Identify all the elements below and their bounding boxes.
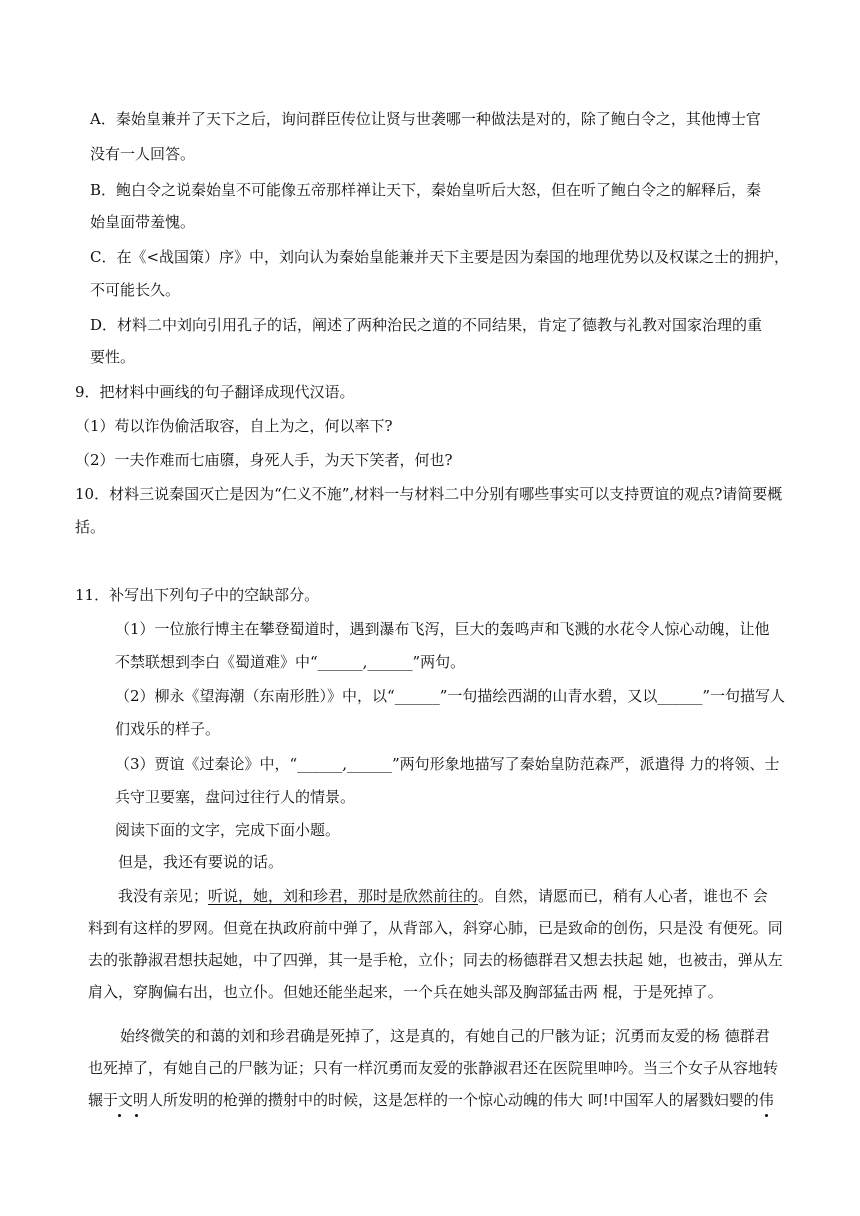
underlined-sentence: 听说，她，刘和珍君，那时是欣然前往的 (208, 887, 479, 905)
option-c-line2: 不可能长久。 (90, 281, 181, 299)
option-d-line1: D．材料二中刘向引用孔子的话，阐述了两种治民之道的不同结果，肯定了德教与礼教对国家治理的重 (90, 316, 763, 334)
option-d-line2: 要性。 (90, 348, 136, 366)
passage-para-1-line1 (118, 886, 768, 906)
option-a-line2: 没有一人回答。 (90, 145, 196, 163)
q9-stem: 9．把材料中画线的句子翻译成现代汉语。 (75, 383, 355, 401)
passage-para-1-line2: 料到有这样的罗网。但竟在执政府前中弹了，从背部入，斜穿心肺，已是致命的创伤，只是没 有便死。同 (88, 919, 783, 937)
option-b-line1: B．鲍白令之说秦始皇不可能像五帝那样禅让天下，秦始皇听后大怒，但在听了鲍白令之的解释后，秦 (90, 181, 762, 199)
q11-item3-line2: 兵守卫要塞，盘问过往行人的情景。 (115, 788, 356, 806)
passage-text: 。自然，请愿而已，稍有人心者，谁也不 会 (478, 887, 768, 905)
option-c-line1: C．在《<战国策）序》中，刘向认为秦始皇能兼并天下主要是因为秦国的地理优势以及权谋之士的拥护， (90, 248, 790, 266)
option-b-line2: 始皇面带羞愧。 (90, 213, 196, 231)
q11-item1-line2: 不禁联想到李白《蜀道难》中“______,______”两句。 (115, 653, 466, 671)
q9-sentence-2: （2）一夫作难而七庙隳，身死人手，为天下笑者，何也? (75, 451, 453, 469)
passage-para-1-line4: 肩入，穿胸偏右出，也立仆。但她还能坐起来，一个兵在她头部及胸部猛击两 棍，于是死掉了。 (88, 983, 723, 1001)
option-a-line1: A．秦始皇兼并了天下之后，询问群臣传位让贤与世袭哪一种做法是对的，除了鲍白令之，其他博士官 (90, 110, 761, 128)
passage-para-2-line1: 始终微笑的和蔼的刘和珍君确是死掉了，这是真的，有她自己的尸骸为证；沉勇而友爱的杨 德群君 (120, 1027, 770, 1045)
passage-para-2-line3: 辗于文明人所发明的枪弹的攒射中的时候，这是怎样的一个惊心动魄的伟大 呵!中国军人的屠戮妇婴的伟 (88, 1091, 774, 1109)
reading-intro: 阅读下面的文字，完成下面小题。 (115, 821, 341, 839)
passage-para-2-line2: 也死掉了，有她自己的尸骸为证；只有一样沉勇而友爱的张静淑君还在医院里呻吟。当三个女子从容地转 (88, 1059, 779, 1077)
emphasis-dot (765, 1114, 768, 1117)
q10-line2: 括。 (75, 518, 106, 536)
emphasis-dot (135, 1114, 138, 1117)
passage-para-1-line3: 去的张静淑君想扶起她，中了四弹，其一是手枪，立仆；同去的杨德群君又想去扶起 她，也被击，弹从左 (88, 951, 783, 969)
q11-item2-line2: 们戏乐的样子。 (115, 720, 221, 738)
q10-line1: 10．材料三说秦国灭亡是因为“仁义不施”,材料一与材料二中分别有哪些事实可以支持贾谊的观点?请简要概 (75, 485, 783, 503)
passage-para-0: 但是，我还有要说的话。 (118, 853, 284, 871)
q9-sentence-1: （1）苟以诈伪偷活取容，自上为之，何以率下? (75, 417, 393, 435)
q11-item1-line1: （1）一位旅行博主在攀登蜀道时，遇到瀑布飞泻，巨大的轰鸣声和飞溅的水花令人惊心动魄，让他 (115, 620, 770, 638)
q11-stem: 11．补写出下列句子中的空缺部分。 (75, 586, 320, 604)
q11-item3-line1: （3）贾谊《过秦论》中，“______,______”两句形象地描写了秦始皇防范森严，派遣得 力的将领、士 (115, 755, 780, 773)
emphasis-dot (118, 1114, 121, 1117)
q11-item2-line1: （2）柳永《望海潮（东南形胜）》中，以“______”一句描绘西湖的山青水碧，又以______”一句描写人 (115, 687, 786, 705)
passage-text: 我没有亲见； (118, 887, 209, 905)
